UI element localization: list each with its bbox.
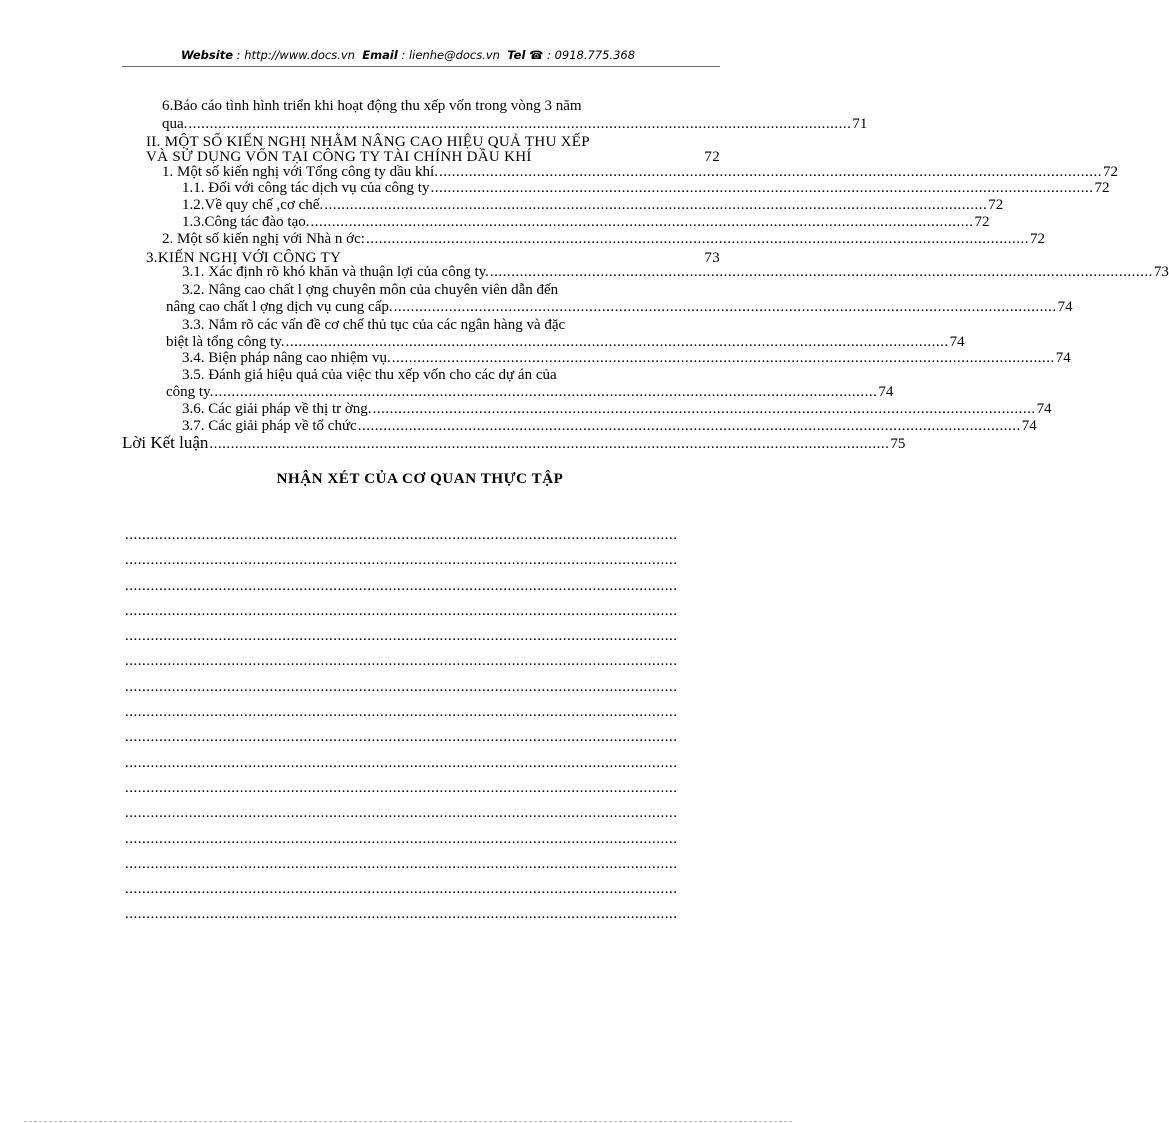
toc-item3-1-title: 3.1. Xác định rõ khó khăn và thuận lợi của công ty. [182, 264, 489, 280]
toc-page-number: 72 [1094, 180, 1110, 196]
review-dotted-line: .................................................................................................................................. [125, 577, 678, 594]
review-dotted-line: .................................................................................................................................. [125, 552, 678, 569]
toc-item1-2-title: 1.2.Về quy chế ,cơ chế. [182, 197, 324, 213]
toc-section3[interactable] [146, 250, 720, 266]
toc-page-number: 74 [949, 334, 965, 350]
toc-leader: ............................................................................................................................................................ [188, 116, 852, 132]
review-dotted-line: .................................................................................................................................. [125, 754, 678, 771]
tel-label: Tel [507, 48, 526, 62]
toc-leader: ............................................................................................................................................................ [324, 197, 988, 213]
toc-item1-3[interactable] [182, 214, 990, 230]
toc-leader: ............................................................................................................................................................ [357, 418, 1021, 434]
toc-item3-4-title: 3.4. Biện pháp nâng cao nhiệm vụ. [182, 350, 391, 366]
review-lines [125, 527, 725, 932]
review-dotted-line: .................................................................................................................................. [125, 527, 678, 543]
toc-page-number: 72 [988, 197, 1004, 213]
review-dotted-line: .................................................................................................................................. [125, 653, 678, 670]
toc-page-number: 73 [1153, 264, 1169, 280]
website-url[interactable]: : http://www.docs.vn [236, 48, 355, 62]
toc-item3-2[interactable] [166, 299, 1073, 315]
toc-leader: ............................................................................................................................................................ [438, 164, 1102, 180]
toc-leader [533, 149, 704, 165]
toc-item3-5[interactable] [166, 384, 894, 400]
toc-item3-3[interactable] [166, 334, 965, 350]
review-dotted-line: .................................................................................................................................. [125, 779, 678, 796]
review-dotted-line: .................................................................................................................................. [125, 881, 678, 898]
toc-page-number: 74 [1036, 401, 1052, 417]
toc-page-number: 72 [1102, 164, 1118, 180]
toc-item1[interactable] [162, 164, 1118, 180]
toc-item2-title: 2. Một số kiến nghị với Nhà n ớc: [162, 231, 365, 247]
toc-item3-6-title: 3.6. Các giải pháp về thị tr ờng. [182, 401, 372, 417]
toc-section2-line1: II. MỘT SỐ KIẾN NGHỊ NHẰM NÂNG CAO HIỆU QUẢ THU XẾP [146, 134, 590, 150]
toc-item3-2-line2: nâng cao chất l ợng dịch vụ cung cấp. [166, 299, 393, 315]
toc-item1-title: 1. Một số kiến nghị với Tổng công ty dầu khí. [162, 164, 438, 180]
toc-leader: ............................................................................................................................................................ [214, 384, 878, 400]
review-dotted-line: .................................................................................................................................. [125, 906, 678, 923]
toc-page-number: 72 [974, 214, 990, 230]
toc-item1-1[interactable] [182, 180, 1110, 196]
toc-leader: ............................................................................................................................................................ [393, 299, 1057, 315]
toc-conclusion[interactable] [122, 433, 906, 452]
toc-item3-3-line1: 3.3. Nắm rõ các vấn đề cơ chế thủ tục của các ngân hàng và đặc [182, 317, 566, 333]
toc-item1-2[interactable] [182, 197, 1004, 213]
toc-page-number: 74 [1021, 418, 1037, 434]
toc-item6-line2: qua. [162, 116, 188, 132]
toc-page-number: 71 [852, 116, 868, 132]
email-label: Email [362, 48, 398, 62]
toc-leader: ............................................................................................................................................................ [365, 231, 1029, 247]
review-title: NHẬN XÉT CỦA CƠ QUAN THỰC TẬP [276, 471, 564, 487]
toc-item3-7-title: 3.7. Các giải pháp về tổ chức [182, 418, 357, 434]
toc-item3-4[interactable] [182, 350, 1071, 366]
page-header [0, 48, 816, 62]
toc-item1-1-title: 1.1. Đối với công tác dịch vụ của công ty [182, 180, 430, 196]
toc-leader: ............................................................................................................................................................ [489, 264, 1153, 280]
review-dotted-line: .................................................................................................................................. [125, 855, 678, 872]
tel-number: ☎ : 0918.775.368 [529, 48, 636, 62]
toc-item3-3-line2: biệt là tổng công ty. [166, 334, 285, 350]
toc-section3-title: 3.KIẾN NGHỊ VỚI CÔNG TY [146, 250, 342, 266]
toc-page-number: 73 [704, 250, 720, 266]
toc-item3-7[interactable] [182, 418, 1037, 434]
toc-item3-5-line1: 3.5. Đánh giá hiệu quả của việc thu xếp vốn cho các dự án của [182, 367, 557, 383]
toc-section2[interactable] [146, 149, 720, 165]
toc-item3-1[interactable] [182, 264, 1169, 280]
review-dotted-line: .................................................................................................................................. [125, 678, 678, 695]
toc-leader: ............................................................................................................................................................ [285, 334, 949, 350]
website-label: Website [180, 48, 234, 62]
review-dotted-line: .................................................................................................................................. [125, 729, 678, 746]
toc-section2-line2: VÀ SỬ DỤNG VỐN TẠI CÔNG TY TÀI CHÍNH DẦU KHÍ [146, 149, 532, 165]
review-dotted-line: .................................................................................................................................. [125, 628, 678, 645]
toc-item6-line1: 6.Báo cáo tình hình triển khi hoạt động thu xếp vốn trong vòng 3 năm [162, 98, 582, 114]
review-dotted-line: .................................................................................................................................. [125, 602, 678, 619]
toc-leader: ................................................................................................................................................................ [209, 436, 890, 452]
toc-page-number: 74 [878, 384, 894, 400]
toc-page-number: 74 [1055, 350, 1071, 366]
toc-item1-3-title: 1.3.Công tác đào tạo. [182, 214, 310, 230]
toc-leader: ............................................................................................................................................................ [430, 180, 1094, 196]
review-dotted-line: .................................................................................................................................. [125, 830, 678, 847]
toc-page-number: 72 [1029, 231, 1045, 247]
toc-item6[interactable] [162, 116, 868, 132]
toc-page-number: 74 [1057, 299, 1073, 315]
toc-item3-5-line2: công ty. [166, 384, 214, 400]
review-dotted-line: .................................................................................................................................. [125, 704, 678, 721]
toc-leader: ............................................................................................................................................................ [391, 350, 1055, 366]
email-address[interactable]: : lienhe@docs.vn [401, 48, 500, 62]
toc-item3-6[interactable] [182, 401, 1052, 417]
toc-page-number: 75 [890, 436, 906, 452]
toc-item3-2-line1: 3.2. Nâng cao chất l ợng chuyên môn của chuyên viên dẫn đến [182, 282, 559, 298]
toc-leader: ............................................................................................................................................................ [310, 214, 974, 230]
review-dotted-line: .................................................................................................................................. [125, 805, 678, 822]
page-bottom-edge [24, 1121, 792, 1122]
header-divider [122, 66, 720, 67]
toc-conclusion-title: Lời Kết luận [122, 433, 209, 452]
toc-leader: ............................................................................................................................................................ [372, 401, 1036, 417]
toc-item2[interactable] [162, 231, 1045, 247]
toc-page-number: 72 [704, 149, 720, 165]
